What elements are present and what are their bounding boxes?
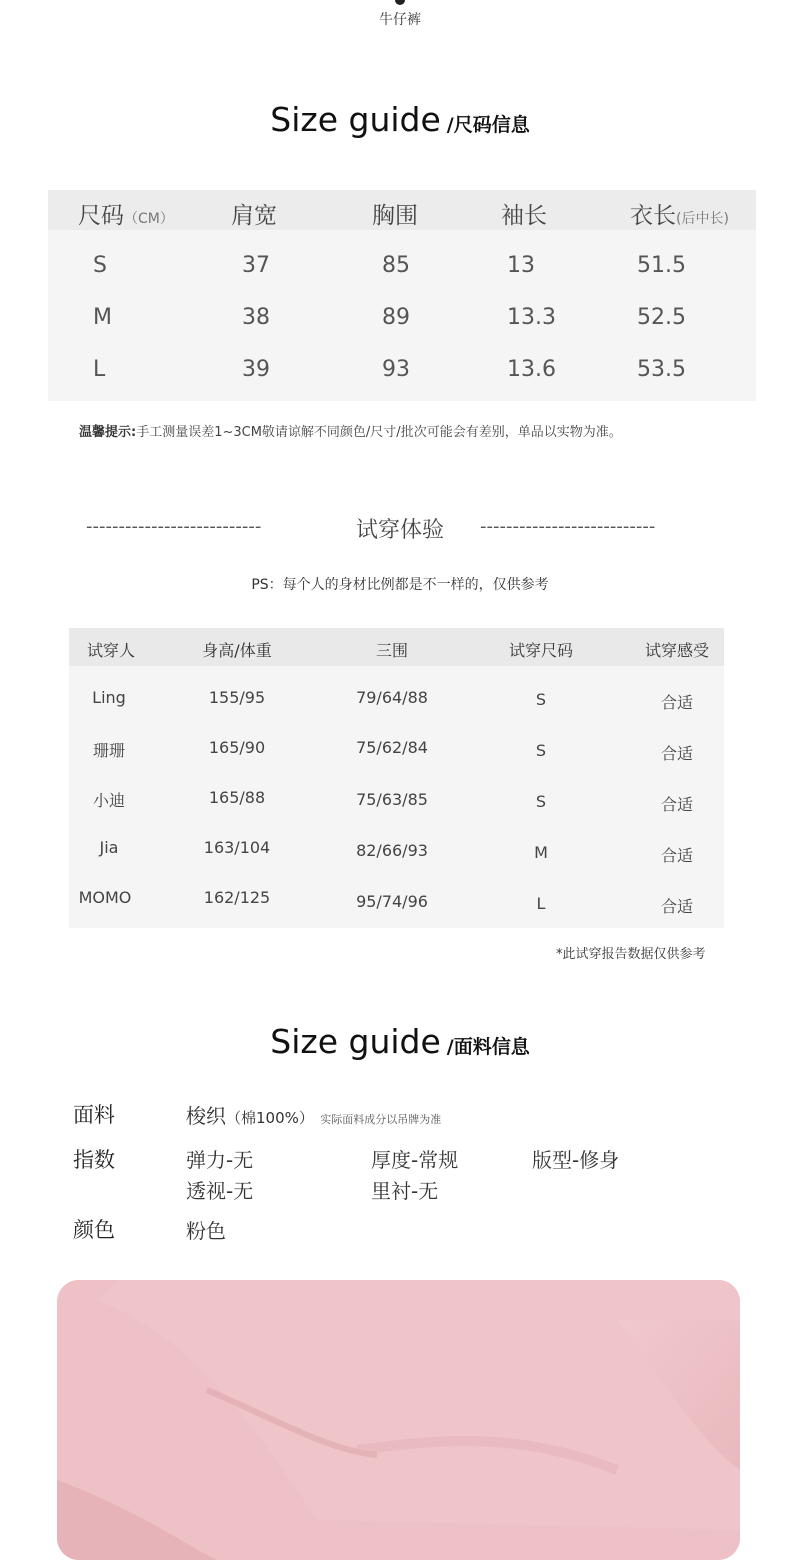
length-note: (后中长) [676,211,729,227]
sleeve-cell: 13.6 [507,357,556,382]
trial-note: *此试穿报告数据仅供参考 [556,947,706,962]
tester-feel: 合适 [660,744,694,763]
size-guide-title-cn: /尺码信息 [446,114,530,136]
length-cell: 53.5 [637,357,686,382]
size-cell: M [93,305,112,330]
material-label: 面料 [73,1103,115,1127]
fabric-title-en: Size guide [270,1022,441,1061]
tester-measures: 75/62/84 [356,738,428,757]
size-guide-title-en: Size guide [270,100,441,139]
trial-size-col-header: 试穿尺码 [508,641,574,660]
length-col-header: 衣长(后中长) [630,203,729,229]
color-value: 粉色 [186,1219,226,1243]
tester-size: S [535,690,547,709]
index-thickness: 厚度-常规 [371,1148,459,1172]
tester-size: M [534,843,548,862]
tip-label: 温馨提示: [79,425,137,440]
tester-feel: 合适 [660,693,694,712]
material-small-note: 实际面料成分以吊牌为准 [320,1113,442,1126]
material-value: 梭织（棉100%） 实际面料成分以吊牌为准 [186,1104,442,1128]
chest-cell: 93 [382,357,410,382]
shoulder-cell: 39 [242,357,270,382]
trial-title: 试穿体验 [355,518,444,543]
sleeve-col-header: 袖长 [501,203,547,229]
tester-name: Jia [99,838,119,857]
tester-name: 小迪 [92,791,126,810]
unit-note: （CM） [124,211,174,227]
size-guide-title [0,100,800,139]
divider-right: --------------------------- [480,516,656,537]
index-fit: 版型-修身 [532,1148,620,1172]
top-marker-icon [395,0,405,5]
material-detail: （棉100%） [226,1109,314,1127]
index-label: 指数 [73,1148,115,1172]
sleeve-cell: 13 [507,253,535,278]
tip-text: 温馨提示:手工测量误差1~3CM敬请谅解不同颜色/尺寸/批次可能会有差别，单品以实物为准。 [79,425,622,440]
size-cell: S [93,253,107,278]
shoulder-cell: 38 [242,305,270,330]
tester-measures: 82/66/93 [356,841,428,860]
tester-name: 珊珊 [92,741,126,760]
index-lining: 里衬-无 [371,1179,439,1203]
size-col-header: 尺码（CM） [78,203,174,229]
tester-feel: 合适 [660,897,694,916]
tester-measures: 95/74/96 [356,892,428,911]
length-cell: 52.5 [637,305,686,330]
trial-table [69,628,724,928]
tester-name: Ling [92,688,126,707]
trial-ps: PS：每个人的身材比例都是不一样的，仅供参考 [251,577,549,593]
chest-cell: 89 [382,305,410,330]
tester-hw: 165/90 [208,738,266,757]
shoulder-col-header: 肩宽 [231,203,277,229]
tester-feel: 合适 [660,795,694,814]
index-elasticity: 弹力-无 [186,1148,254,1172]
color-label: 颜色 [73,1218,115,1242]
tester-size: L [536,894,546,913]
fabric-folds [57,1280,740,1560]
tester-size: S [535,741,547,760]
fabric-photo [57,1280,740,1560]
sleeve-cell: 13.3 [507,305,556,330]
tester-col-header: 试穿人 [86,641,136,660]
size-table [48,190,756,401]
index-sheerness: 透视-无 [186,1179,254,1203]
tester-measures: 75/63/85 [356,790,428,809]
feel-col-header: 试穿感受 [644,641,710,660]
tester-size: S [535,792,547,811]
tester-hw: 155/95 [208,688,266,707]
divider-left: --------------------------- [86,516,262,537]
tester-hw: 165/88 [208,788,266,807]
tester-name: MOMO [78,888,132,907]
product-label: 牛仔裤 [379,12,421,28]
tester-measures: 79/64/88 [356,688,428,707]
fabric-title-cn: /面料信息 [446,1036,530,1058]
chest-col-header: 胸围 [372,203,418,229]
measures-col-header: 三围 [375,641,409,660]
tester-hw: 162/125 [203,888,271,907]
length-cell: 51.5 [637,253,686,278]
shoulder-cell: 37 [242,253,270,278]
chest-cell: 85 [382,253,410,278]
fabric-title [0,1022,800,1061]
size-cell: L [93,357,106,382]
tester-hw: 163/104 [203,838,271,857]
hw-col-header: 身高/体重 [202,641,272,660]
tester-feel: 合适 [660,846,694,865]
